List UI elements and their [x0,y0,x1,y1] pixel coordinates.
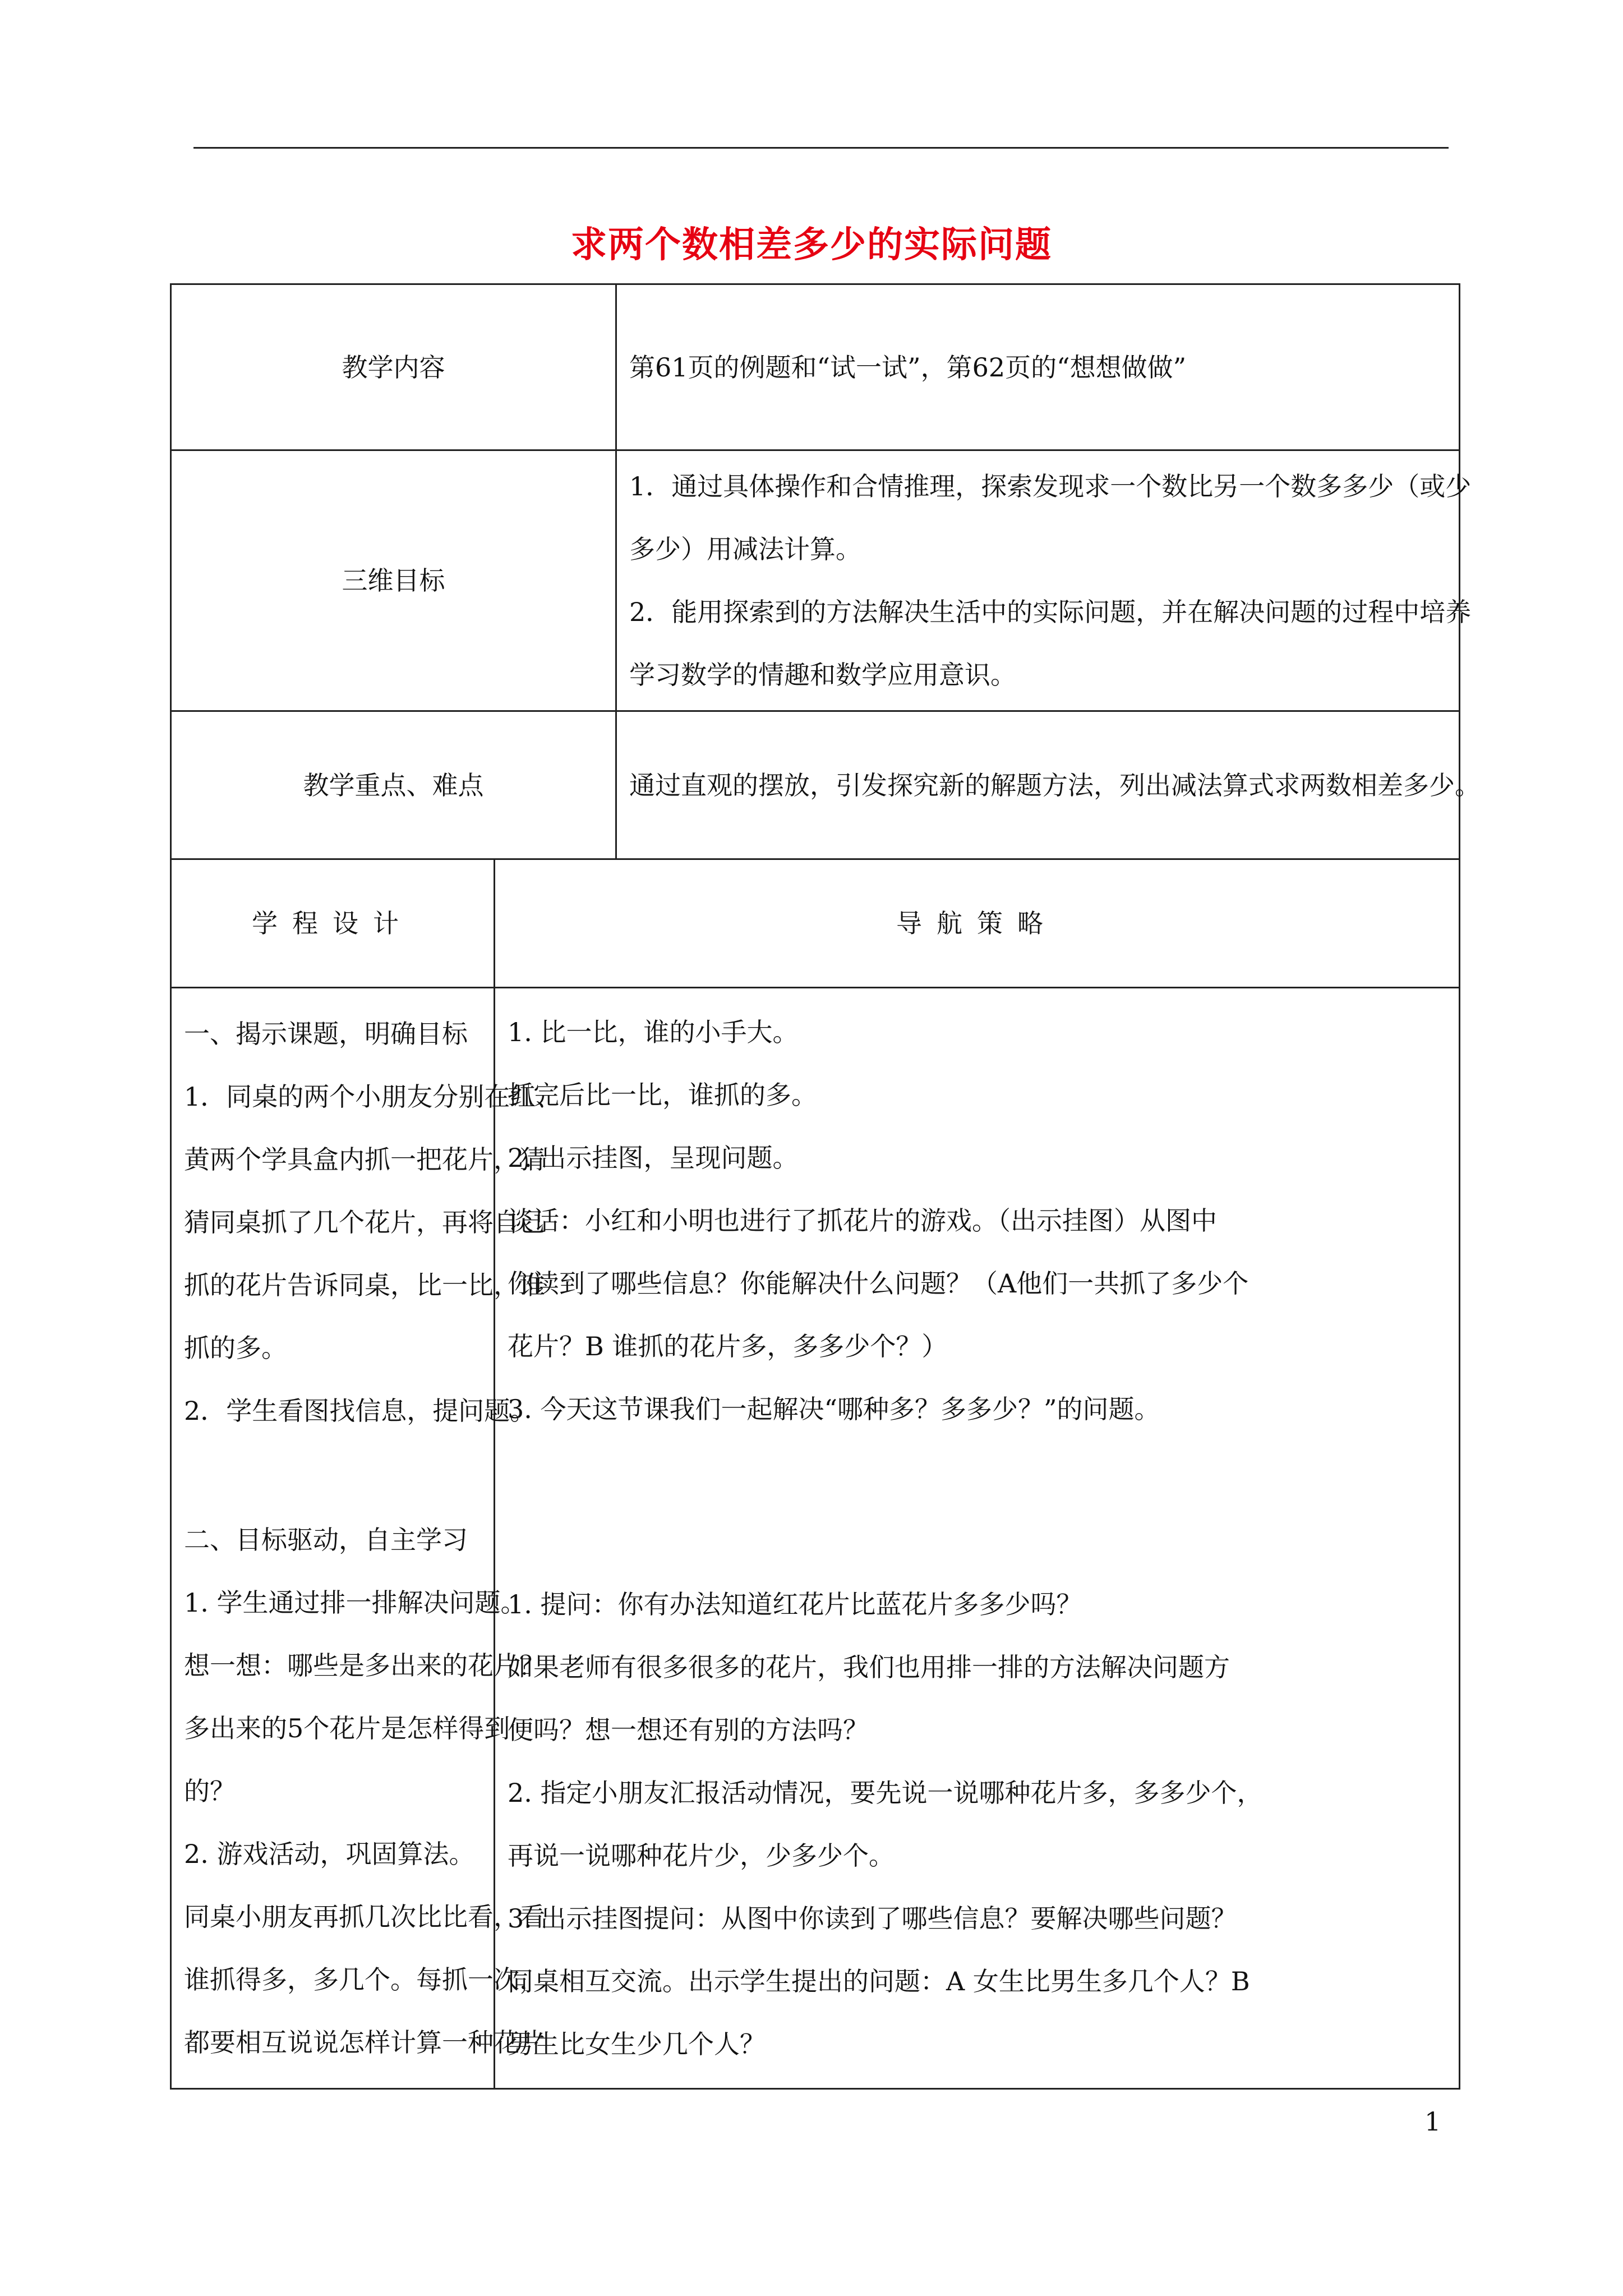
left-line: 猜同桌抓了几个花片，再将自己 [184,1207,545,1237]
document-title: 求两个数相差多少的实际问题 [571,224,1052,266]
value-objectives [616,450,1472,711]
left-line: 想一想：哪些是多出来的花片？ [184,1650,545,1681]
spacer [508,1441,1446,1507]
page-number: 1 [1424,2106,1441,2137]
right-line: 再说一说哪种花片少，少多少个。 [508,1841,895,1871]
left-line: 2．学生看图找信息，提问题。 [184,1396,536,1426]
right-line: 2. 出示挂图，呈现问题。 [508,1143,799,1173]
content-line: 通过直观的摆放，引发探究新的解题方法，列出减法算式求两数相差多少。 [629,770,1481,800]
left-line: 多出来的5个花片是怎样得到 [184,1713,510,1743]
right-line: 1. 提问：你有办法知道红花片比蓝花片多多少吗？ [508,1589,1082,1619]
value-teaching-content [616,284,1460,450]
right-line: 1. 比一比，谁的小手大。 [508,1017,799,1047]
left-line: 一、揭示课题，明确目标 [184,1019,468,1049]
right-line: 3. 出示挂图提问：从图中你读到了哪些信息？要解决哪些问题？ [508,1903,1237,1934]
right-line: 男生比女生少几个人？ [508,2029,766,2059]
label-objectives: 三维目标 [171,450,616,711]
left-line: 2. 游戏活动，巩固算法。 [184,1839,475,1869]
left-line: 谁抓得多，多几个。每抓一次， [184,1964,545,1995]
guidance-strategy-column [495,988,1460,2089]
right-line: 花片？B 谁抓的花片多，多多少个？） [508,1331,948,1361]
content-line: 多少）用减法计算。 [629,534,861,564]
right-line: 3. 今天这节课我们一起解决“哪种多？多多少？”的问题。 [508,1394,1160,1424]
left-line: 1. 学生通过排一排解决问题。 [184,1588,527,1618]
left-line: 同桌小朋友再抓几次比比看，看 [184,1902,545,1932]
right-line: 2. 指定小朋友汇报活动情况，要先说一说哪种花片多，多多少个， [508,1778,1263,1808]
spacer [508,1507,1446,1573]
left-line: 黄两个学具盒内抓一把花片，猜 [184,1144,545,1175]
row-design-body [171,988,1460,2089]
header-learning-design: 学程设计 [171,859,495,988]
spacer [184,1442,481,1508]
right-line: 便吗？想一想还有别的方法吗？ [508,1715,869,1745]
left-line: 1．同桌的两个小朋友分别在红、 [184,1082,562,1112]
content-line: 第61页的例题和“试一试”，第62页的“想想做做” [629,352,1187,383]
row-design-header [171,859,1460,988]
left-line: 的？ [184,1776,236,1806]
left-line: 二、目标驱动，自主学习 [184,1525,468,1555]
header-guidance-strategy: 导航策略 [495,859,1460,988]
content-line: 2．能用探索到的方法解决生活中的实际问题，并在解决问题的过程中培养 [629,597,1472,627]
left-line: 抓的多。 [184,1333,287,1363]
right-line: 谈话：小红和小明也进行了抓花片的游戏。（出示挂图）从图中 [508,1205,1217,1236]
right-line: 抓完后比一比，谁抓的多。 [508,1080,817,1110]
right-line: 如果老师有很多很多的花片，我们也用排一排的方法解决问题方 [508,1652,1230,1682]
right-line: 同桌相互交流。出示学生提出的问题：A 女生比男生多几个人？B [508,1966,1250,1996]
header-rule [193,147,1449,149]
content-line: 学习数学的情趣和数学应用意识。 [629,660,1016,690]
row-key-points [171,711,1460,859]
learning-design-column [171,988,562,2089]
row-teaching-content [171,284,1460,450]
lesson-plan-table [170,283,1481,2090]
row-objectives [171,450,1460,711]
left-line: 抓的花片告诉同桌，比一比，谁 [184,1270,545,1300]
content-line: 1．通过具体操作和合情推理，探索发现求一个数比另一个数多多少（或少 [629,471,1472,501]
left-line: 都要相互说说怎样计算一种花片 [184,2027,545,2058]
value-key-points [616,711,1481,859]
right-line: 你读到了哪些信息？你能解决什么问题？（A他们一共抓了多少个 [508,1268,1249,1299]
label-key-points: 教学重点、难点 [171,711,616,859]
label-teaching-content: 教学内容 [171,284,616,450]
